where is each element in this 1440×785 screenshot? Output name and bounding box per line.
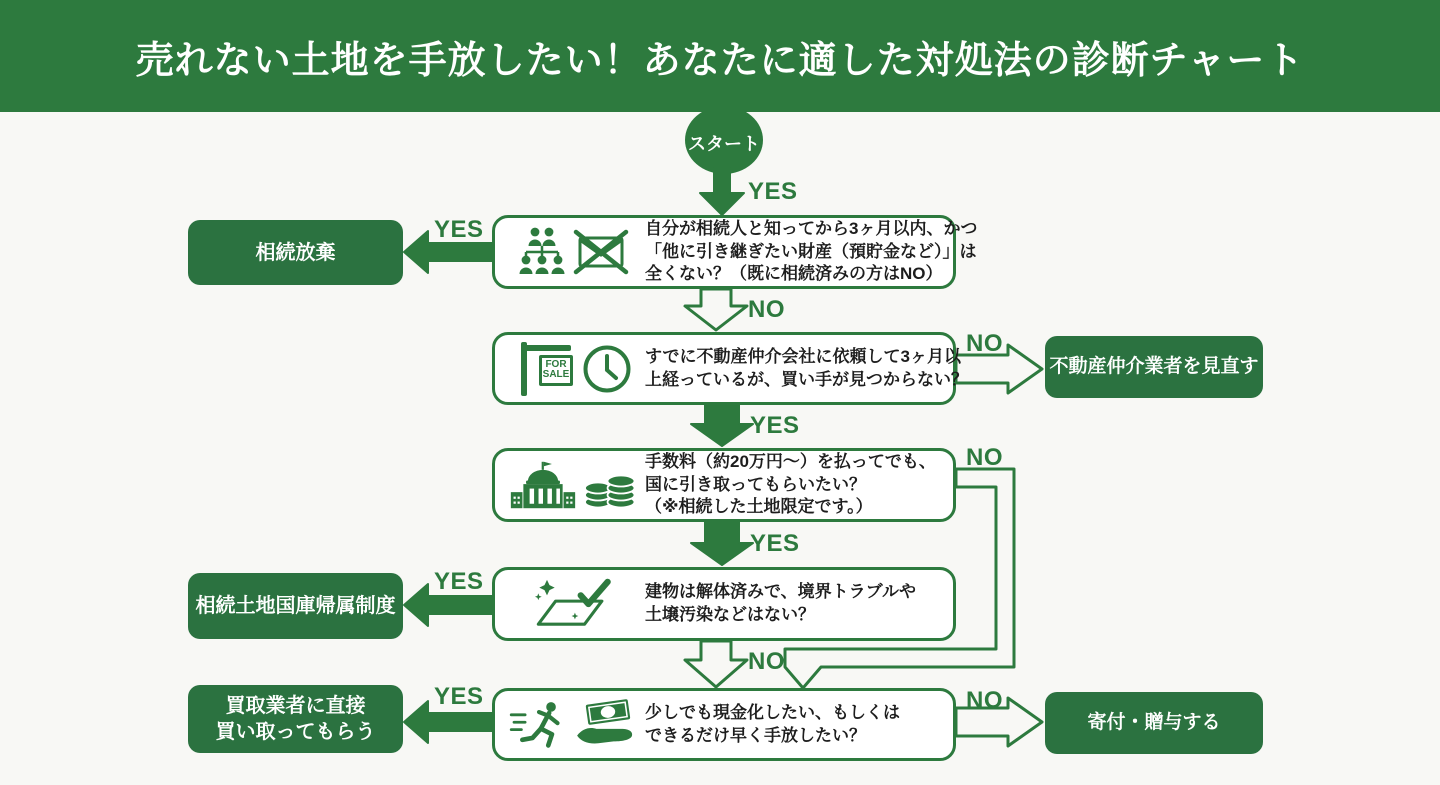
q1-icons: [507, 227, 639, 277]
q4-line: 建物は解体済みで、境界トラブルや: [645, 582, 916, 602]
arrow-q1-to-q2: [685, 289, 747, 330]
running-person-icon: [509, 700, 569, 750]
question-box-agent-three-months: [492, 332, 968, 405]
result-label: 相続放棄: [255, 241, 336, 264]
question-box-cash-quickly: [492, 688, 956, 761]
edge-label-yes-q1: YES: [434, 216, 484, 243]
edge-label-no-q5: NO: [966, 687, 1003, 714]
q5-line: 少しでも現金化したい、もしくは: [645, 702, 900, 722]
result-box-state-ownership-program: [188, 573, 403, 639]
edge-label-no-q4: NO: [748, 648, 785, 675]
q5-icons: [507, 699, 639, 751]
sign-bar: [521, 345, 571, 351]
edge-label-yes-q3: YES: [750, 530, 800, 557]
question-box-heir-deadline: [492, 215, 978, 289]
result-box-donate: [1045, 692, 1263, 754]
coins-icon: [583, 462, 637, 508]
q1-line: 自分が相続人と知ってから3ヶ月以内、かつ: [645, 219, 978, 239]
q4-icons: [507, 578, 639, 630]
edge-label-yes-q4: YES: [434, 568, 484, 595]
q4-line: 土壌汚染などはない？: [645, 605, 815, 624]
arrow-q2-to-q3: [691, 405, 753, 446]
sign-text-sale: SALE: [542, 369, 570, 380]
edge-label-no-q2: NO: [966, 330, 1003, 357]
result-box-inheritance-renunciation: [188, 220, 403, 285]
edge-label-no-q3: NO: [966, 444, 1003, 471]
edge-label-no-q1: NO: [748, 296, 785, 323]
result-label: 寄付・贈与する: [1087, 711, 1221, 733]
q3-icons: [507, 460, 639, 510]
q3-line: 国に引き取ってもらいたい？: [645, 474, 866, 494]
result-label: 買取業者に直接: [225, 695, 366, 717]
clock-icon: [581, 343, 633, 395]
q2-icons: [507, 342, 639, 396]
q1-line: 全くない？（既に相続済みの方はNO）: [645, 264, 943, 284]
crossed-envelope-icon: [573, 229, 629, 275]
arrow-q3-to-q4: [691, 522, 753, 565]
q5-line: できるだけ早く手放したい？: [645, 725, 866, 745]
edge-label-yes-start: YES: [748, 178, 798, 205]
start-node: スタート: [685, 106, 763, 174]
q3-text: [645, 451, 936, 519]
edge-label-yes-q5: YES: [434, 683, 484, 710]
question-box-land-condition: [492, 567, 956, 641]
q4-text: [645, 581, 916, 626]
for-sale-sign-icon: [513, 342, 575, 396]
q3-line: 手数料（約20万円〜）を払ってでも、: [645, 452, 936, 472]
arrow-q4-to-q5: [685, 641, 747, 687]
government-building-icon: [509, 460, 577, 510]
q2-line: すでに不動産仲介会社に依頼して3ヶ月以: [645, 346, 961, 366]
page-title: 売れない土地を手放したい！あなたに適した対処法の診断チャート: [135, 39, 1305, 82]
result-label: 買い取ってもらう: [215, 721, 376, 743]
edge-label-yes-q2: YES: [750, 412, 800, 439]
family-tree-icon: [517, 227, 567, 277]
result-label: 相続土地国庫帰属制度: [195, 595, 396, 617]
clean-land-check-icons: [523, 578, 623, 630]
sign-text-for: FOR: [545, 358, 567, 370]
q2-text: [645, 346, 968, 391]
q2-line: 上経っているが、買い手が見つからない？: [645, 369, 968, 389]
q1-text: [645, 218, 977, 286]
q3-line: （※相続した土地限定です。）: [645, 497, 873, 517]
check-icon: [581, 582, 608, 604]
result-box-direct-buyer: [188, 685, 403, 753]
result-label: 不動産仲介業者を見直す: [1049, 355, 1259, 377]
result-box-review-agent: [1045, 336, 1263, 398]
question-box-pay-fee-to-state: [492, 448, 956, 522]
sign-board: [539, 355, 573, 386]
arrow-start-to-q1: [700, 168, 744, 215]
q5-text: [645, 702, 900, 747]
q1-line: 「他に引き継ぎたい財産（預貯金など）」は: [645, 241, 977, 261]
money-hand-icon: [575, 699, 637, 751]
